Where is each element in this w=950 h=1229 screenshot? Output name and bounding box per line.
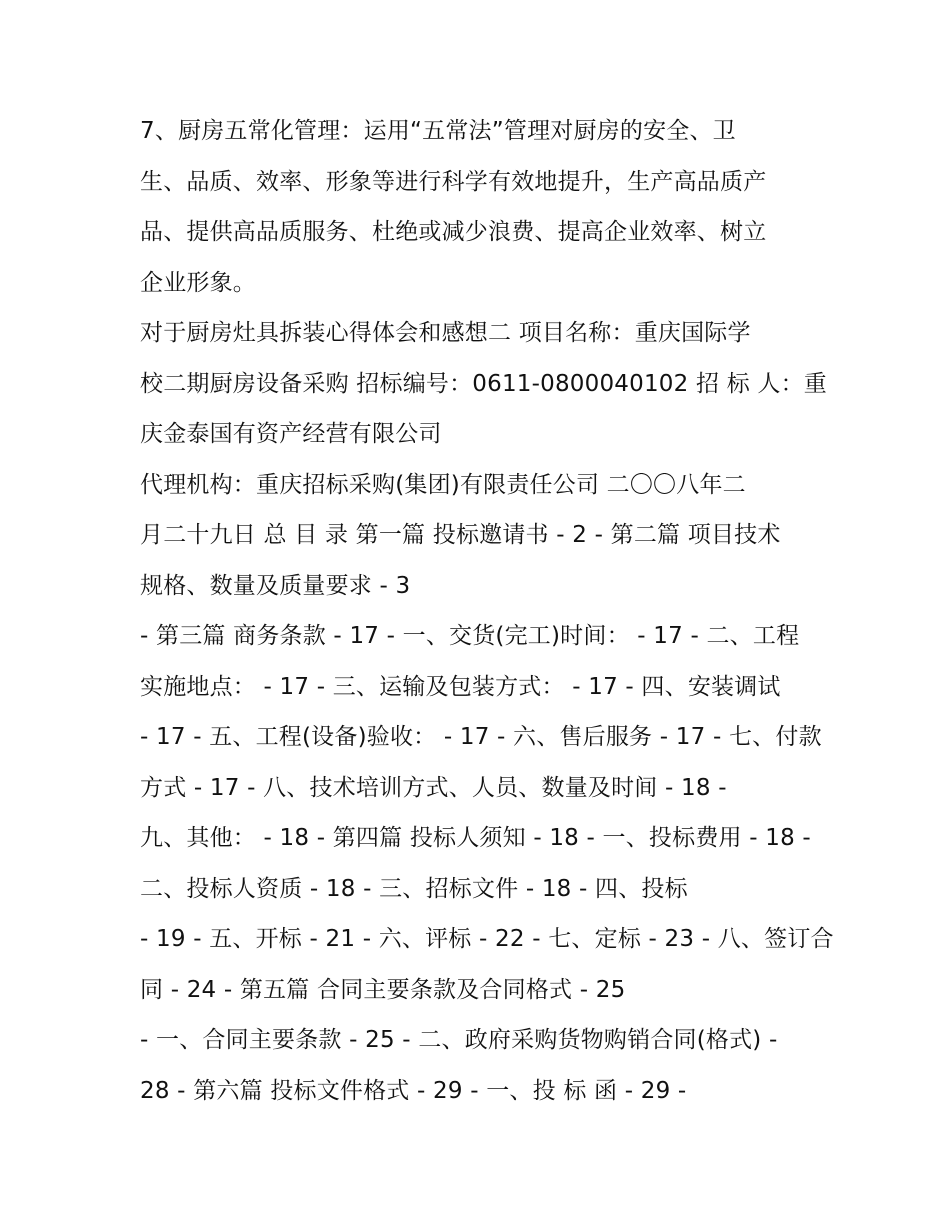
text-line: 7、厨房五常化管理：运用“五常法”管理对厨房的安全、卫 — [140, 118, 736, 144]
text-line: 28 - 第六篇 投标文件格式 - 29 - 一、投 标 函 - 29 - — [140, 1077, 687, 1104]
text-line: 九、其他： - 18 - 第四篇 投标人须知 - 18 - 一、投标费用 - 18 - — [140, 825, 811, 851]
text-line: 代理机构：重庆招标采购(集团)有限责任公司 二〇〇八年二 — [140, 471, 746, 498]
text-line: 企业形象。 — [140, 269, 256, 296]
text-line: 规格、数量及质量要求 - 3 — [140, 572, 411, 599]
text-line: 对于厨房灶具拆装心得体会和感想二 项目名称：重庆国际学 — [140, 320, 751, 346]
text-line: 方式 - 17 - 八、技术培训方式、人员、数量及时间 - 18 - — [140, 774, 727, 801]
text-line: - 19 - 五、开标 - 21 - 六、评标 - 22 - 七、定标 - 23 - 八、签订合 — [140, 926, 834, 952]
text-line: 校二期厨房设备采购 招标编号：0611-0800040102 招 标 人：重 — [140, 370, 828, 397]
text-line: - 17 - 五、工程(设备)验收： - 17 - 六、售后服务 - 17 - 七、付款 — [140, 724, 822, 750]
text-line: 品、提供高品质服务、杜绝或减少浪费、提高企业效率、树立 — [140, 219, 767, 245]
document-body-text — [140, 106, 834, 1116]
text-line: 生、品质、效率、形象等进行科学有效地提升，生产高品质产 — [140, 168, 767, 195]
text-line: - 一、合同主要条款 - 25 - 二、政府采购货物购销合同(格式) - — [140, 1027, 778, 1053]
text-line: 实施地点： - 17 - 三、运输及包装方式： - 17 - 四、安装调试 — [140, 673, 781, 700]
text-line: 庆金泰国有资产经营有限公司 — [140, 421, 442, 447]
text-line: - 第三篇 商务条款 - 17 - 一、交货(完工)时间： - 17 - 二、工程 — [140, 623, 800, 649]
text-line: 二、投标人资质 - 18 - 三、招标文件 - 18 - 四、投标 — [140, 875, 688, 902]
text-line: 同 - 24 - 第五篇 合同主要条款及合同格式 - 25 — [140, 976, 626, 1003]
text-line: 月二十九日 总 目 录 第一篇 投标邀请书 - 2 - 第二篇 项目技术 — [140, 522, 781, 548]
